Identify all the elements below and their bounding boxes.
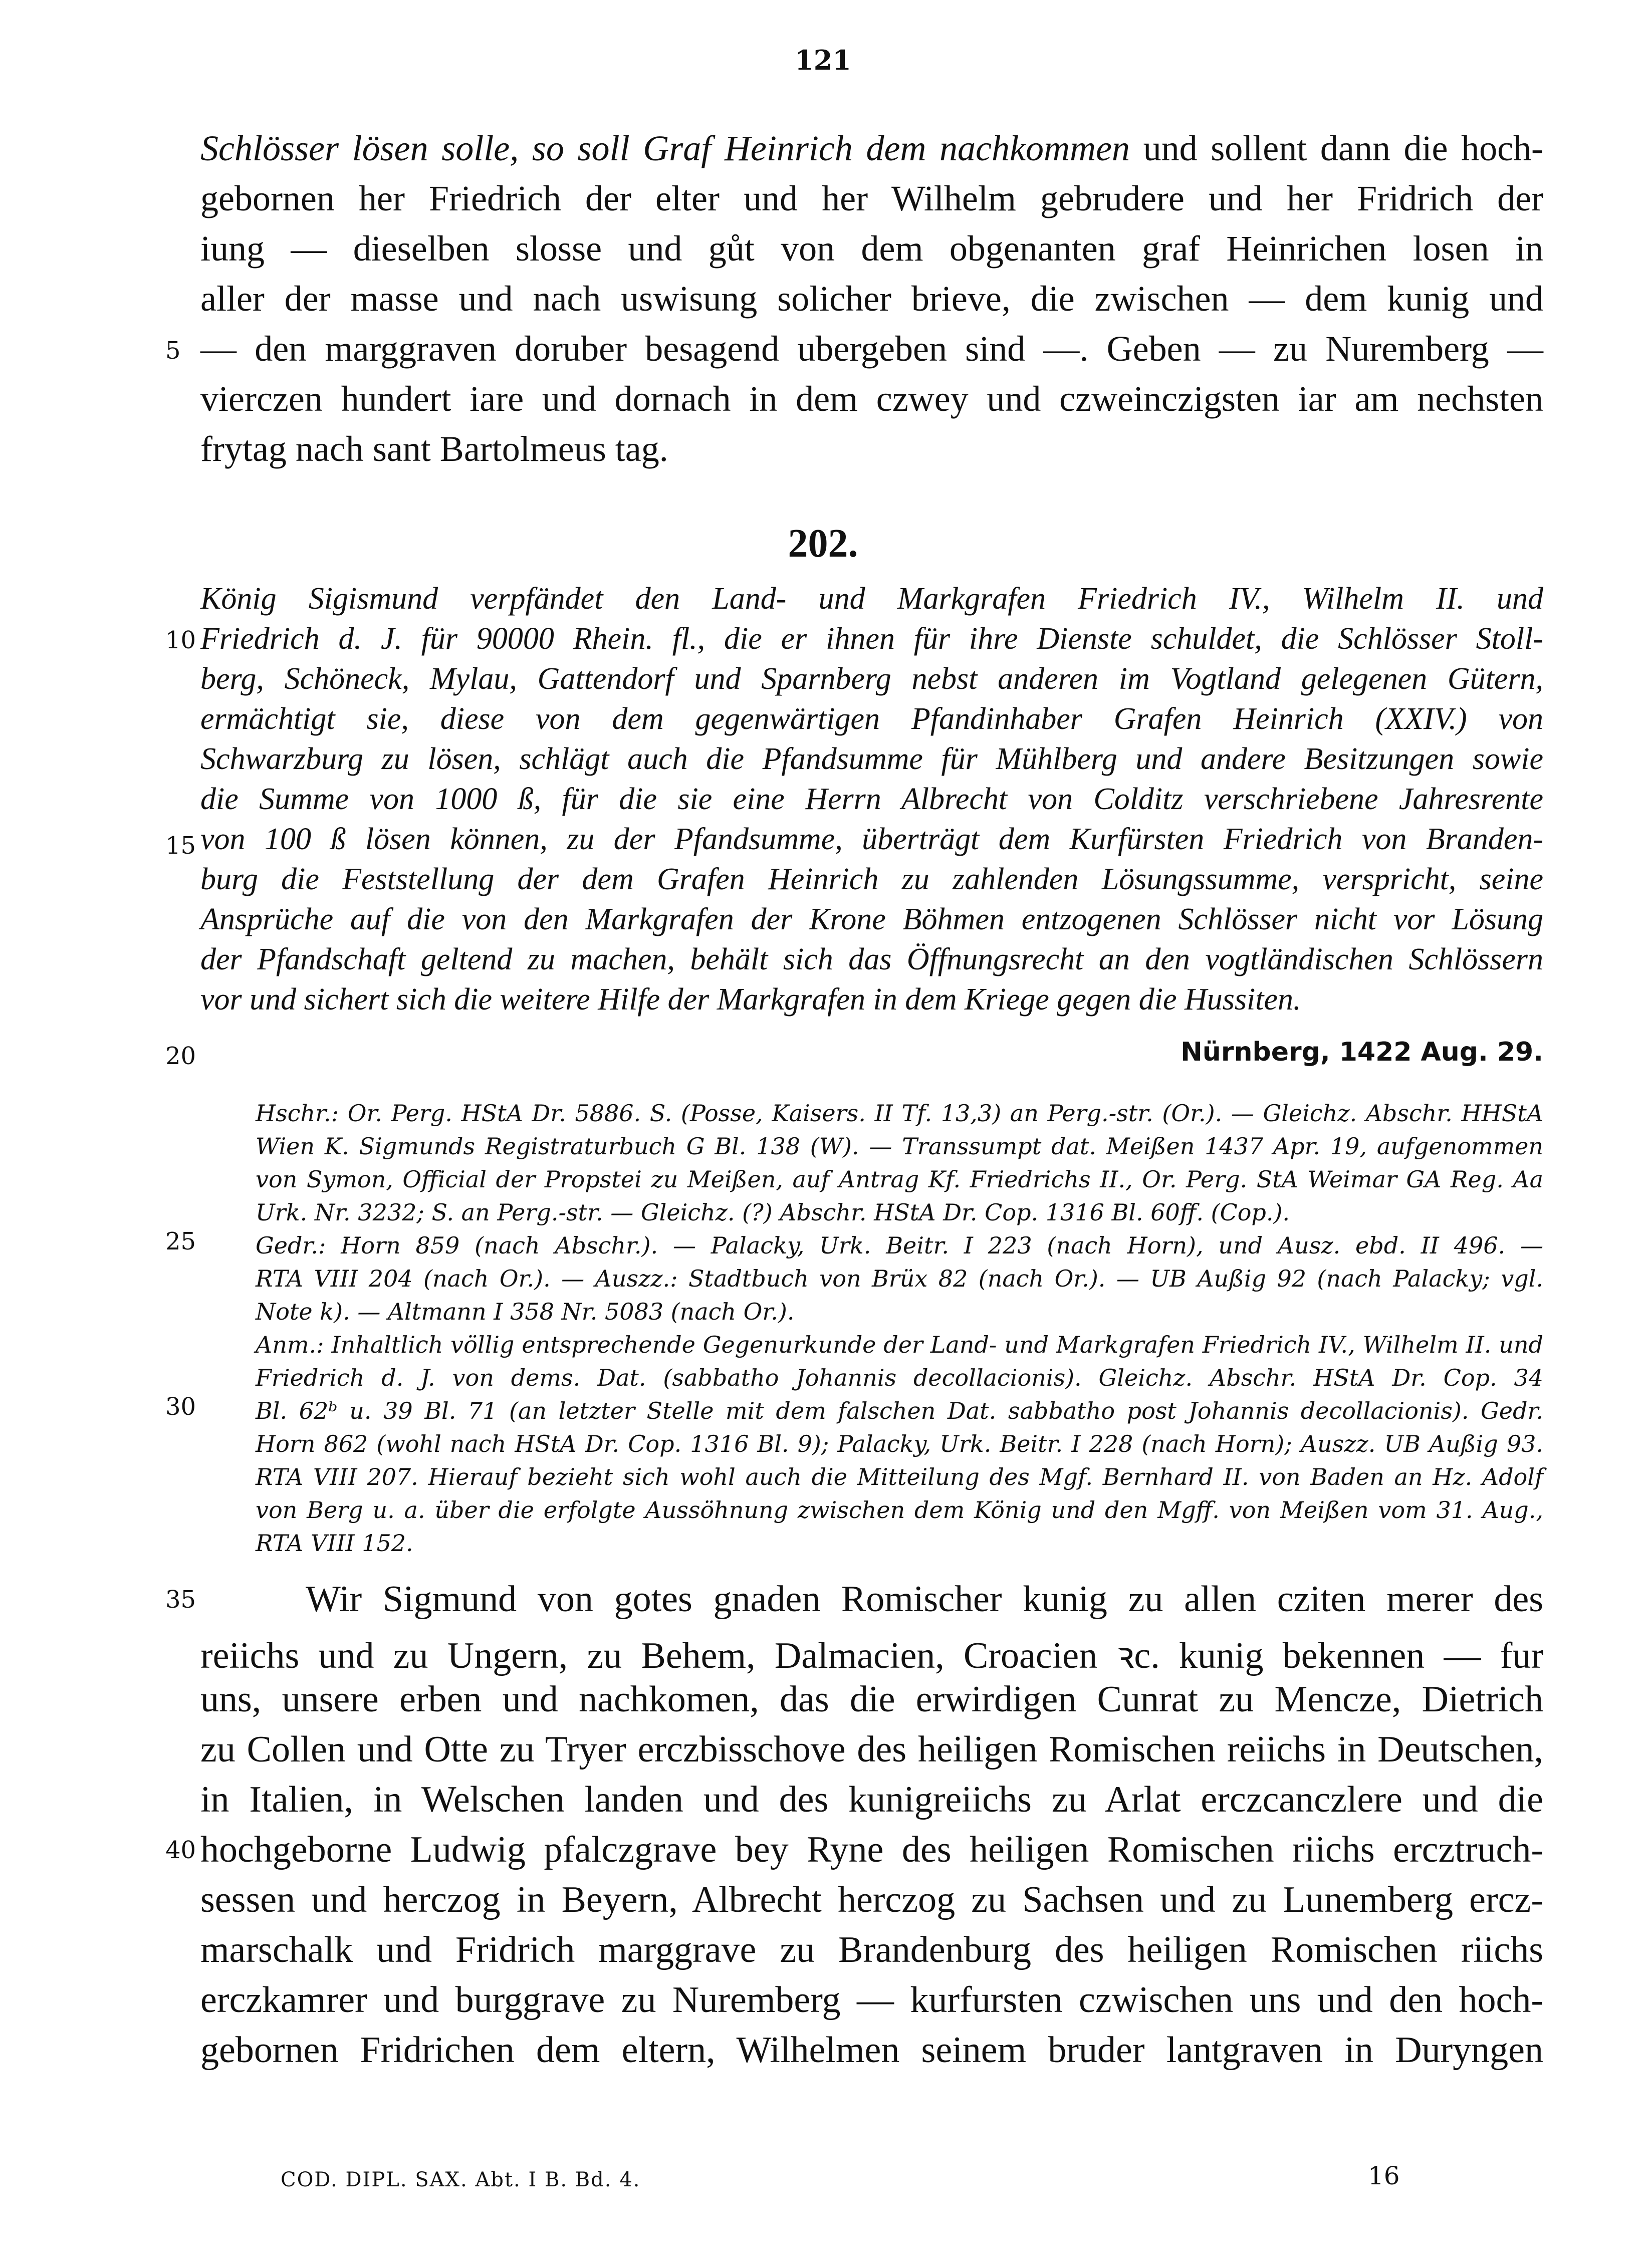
regest-line: ermächtigt sie, diese von dem gegenwärtigen Pfandinhaber Grafen Heinrich (XXIV.) von bbox=[200, 702, 1543, 736]
dateline: Nürnberg, 1422 Aug. 29. bbox=[1181, 1037, 1543, 1067]
regest-line: König Sigismund verpfändet den Land- und Markgrafen Friedrich IV., Wilhelm II. und bbox=[200, 582, 1543, 616]
text-line: in Italien, in Welschen landen und des kunigreiichs zu Arlat erczcanczlere und die bbox=[200, 1779, 1543, 1820]
apparatus-line: Bl. 62ᵇ u. 39 Bl. 71 (an letzter Stelle mit dem falschen Dat. sabbatho post Johannis decollacionis). Gedr. bbox=[256, 1397, 1543, 1424]
line-number: 25 bbox=[165, 1227, 196, 1255]
line-number: 5 bbox=[165, 337, 181, 365]
text-line: Schlösser lösen solle, so soll Graf Heinrich dem nachkommen und sollent dann die hoch- bbox=[200, 128, 1544, 168]
sheet-number: 16 bbox=[1368, 2161, 1400, 2190]
apparatus-line: Urk. Nr. 3232; S. an Perg.-str. — Gleichz. (?) Abschr. HStA Dr. Cop. 1316 Bl. 60ff. (Cop.). bbox=[256, 1199, 1290, 1226]
apparatus-line: RTA VIII 207. Hierauf bezieht sich wohl auch die Mitteilung des Mgf. Bernhard II. von Baden an Hz. Adolf bbox=[256, 1463, 1543, 1490]
apparatus-line: RTA VIII 204 (nach Or.). — Auszz.: Stadtbuch von Brüx 82 (nach Or.). — UB Außig 92 (nach Palacky; vgl. bbox=[256, 1265, 1543, 1292]
apparatus-line: Friedrich d. J. von dems. Dat. (sabbatho Johannis decollacionis). Gleichz. Abschr. HStA Dr. Cop. 34 bbox=[256, 1364, 1543, 1391]
line-number: 15 bbox=[165, 832, 196, 860]
text-line: hochgeborne Ludwig pfalczgrave bey Ryne des heiligen Romischen riichs ercztruch- bbox=[200, 1829, 1543, 1870]
apparatus-line: RTA VIII 152. bbox=[256, 1530, 413, 1557]
text-line: vierczen hundert iare und dornach in dem czwey und czweinczigsten iar am nechsten bbox=[200, 379, 1543, 419]
regest-line: der Pfandschaft geltend zu machen, behält sich das Öffnungsrecht an den vogtländischen Schlössern bbox=[200, 942, 1543, 976]
text-line: erczkamrer und burggrave zu Nuremberg — kurfursten czwischen uns und den hoch- bbox=[200, 1979, 1543, 2021]
line-number: 30 bbox=[165, 1393, 196, 1421]
text-line: aller der masse und nach uswisung solicher brieve, die zwischen — dem kunig und bbox=[200, 279, 1543, 319]
regest-line: berg, Schöneck, Mylau, Gattendorf und Sparnberg nebst anderen im Vogtland gelegenen Gütern, bbox=[200, 662, 1543, 696]
text-line: — den marggraven doruber besagend ubergeben sind —. Geben — zu Nuremberg — bbox=[200, 329, 1543, 369]
regest-line: die Summe von 1000 ß, für die sie eine Herrn Albrecht von Colditz verschriebene Jahresrente bbox=[200, 782, 1543, 816]
apparatus-line: Gedr.: Horn 859 (nach Abschr.). — Palacky, Urk. Beitr. I 223 (nach Horn), und Ausz. ebd. II 496. — bbox=[256, 1232, 1543, 1259]
apparatus-line: von Berg u. a. über die erfolgte Aussöhnung zwischen dem König und den Mgff. von Meißen vom 31. Aug., bbox=[256, 1496, 1543, 1524]
regest-line: burg die Feststellung der dem Grafen Heinrich zu zahlenden Lösungssumme, verspricht, seine bbox=[200, 862, 1543, 896]
line-number: 35 bbox=[165, 1586, 196, 1614]
text-line: zu Collen und Otte zu Tryer erczbisschove des heiligen Romischen reiichs in Deutschen, bbox=[200, 1729, 1543, 1770]
text-line: frytag nach sant Bartolmeus tag. bbox=[200, 429, 668, 469]
line-number: 20 bbox=[165, 1042, 196, 1070]
regest-line: von 100 ß lösen können, zu der Pfandsumme, überträgt dem Kurfürsten Friedrich von Branden- bbox=[200, 822, 1543, 856]
apparatus-line: Note k). — Altmann I 358 Nr. 5083 (nach Or.). bbox=[256, 1298, 795, 1325]
text-line: sessen und herczog in Beyern, Albrecht herczog zu Sachsen und zu Lunemberg ercz- bbox=[200, 1879, 1543, 1920]
regest-line: Friedrich d. J. für 90000 Rhein. fl., die er ihnen für ihre Dienste schuldet, die Schlösser Stoll- bbox=[200, 622, 1543, 656]
page-number: 121 bbox=[795, 44, 851, 76]
signature-mark: COD. DIPL. SAX. Abt. I B. Bd. 4. bbox=[281, 2168, 641, 2191]
line-number: 40 bbox=[165, 1836, 196, 1864]
apparatus-line: Hschr.: Or. Perg. HStA Dr. 5886. S. (Posse, Kaisers. II Tf. 13,3) an Perg.-str. (Or.). — Gleichz. Abschr. HHStA bbox=[256, 1100, 1543, 1127]
apparatus-line: Wien K. Sigmunds Registraturbuch G Bl. 138 (W). — Transsumpt dat. Meißen 1437 Apr. 19, aufgenommen bbox=[256, 1133, 1543, 1160]
text-line: Wir Sigmund von gotes gnaden Romischer kunig zu allen cziten merer des bbox=[306, 1579, 1543, 1620]
text-line: uns, unsere erben und nachkomen, das die erwirdigen Cunrat zu Mencze, Dietrich bbox=[200, 1679, 1543, 1720]
text-line: gebornen Fridrichen dem eltern, Wilhelmen seinem bruder lantgraven in Duryngen bbox=[200, 2030, 1543, 2071]
regest-line: Schwarzburg zu lösen, schlägt auch die Pfandsumme für Mühlberg und andere Besitzungen sowie bbox=[200, 742, 1543, 776]
regest-line: vor und sichert sich die weitere Hilfe der Markgrafen in dem Kriege gegen die Hussiten. bbox=[200, 982, 1301, 1017]
apparatus-line: von Symon, Official der Propstei zu Meißen, auf Antrag Kf. Friedrichs II., Or. Perg. StA Weimar GA Reg. Aa bbox=[256, 1166, 1543, 1193]
apparatus-line: Horn 862 (wohl nach HStA Dr. Cop. 1316 Bl. 9); Palacky, Urk. Beitr. I 228 (nach Horn); Auszz. UB Außig 93. bbox=[256, 1430, 1543, 1457]
regest-line: Ansprüche auf die von den Markgrafen der Krone Böhmen entzogenen Schlösser nicht vor Lösung bbox=[200, 902, 1543, 936]
text-line: reiichs und zu Ungern, zu Behem, Dalmacien, Croacien ꝛc. kunig bekennen — fur bbox=[200, 1635, 1543, 1676]
text-line: marschalk und Fridrich marggrave zu Brandenburg des heiligen Romischen riichs bbox=[200, 1929, 1543, 1970]
text-line: gebornen her Friedrich der elter und her Wilhelm gebrudere und her Fridrich der bbox=[200, 178, 1543, 218]
text-line: iung — dieselben slosse und gůt von dem obgenanten graf Heinrichen losen in bbox=[200, 228, 1543, 269]
apparatus-line: Anm.: Inhaltlich völlig entsprechende Gegenurkunde der Land- und Markgrafen Friedrich IV., Wilhelm II. und bbox=[256, 1331, 1543, 1358]
line-number: 10 bbox=[165, 626, 196, 654]
document-number: 202. bbox=[788, 522, 858, 566]
